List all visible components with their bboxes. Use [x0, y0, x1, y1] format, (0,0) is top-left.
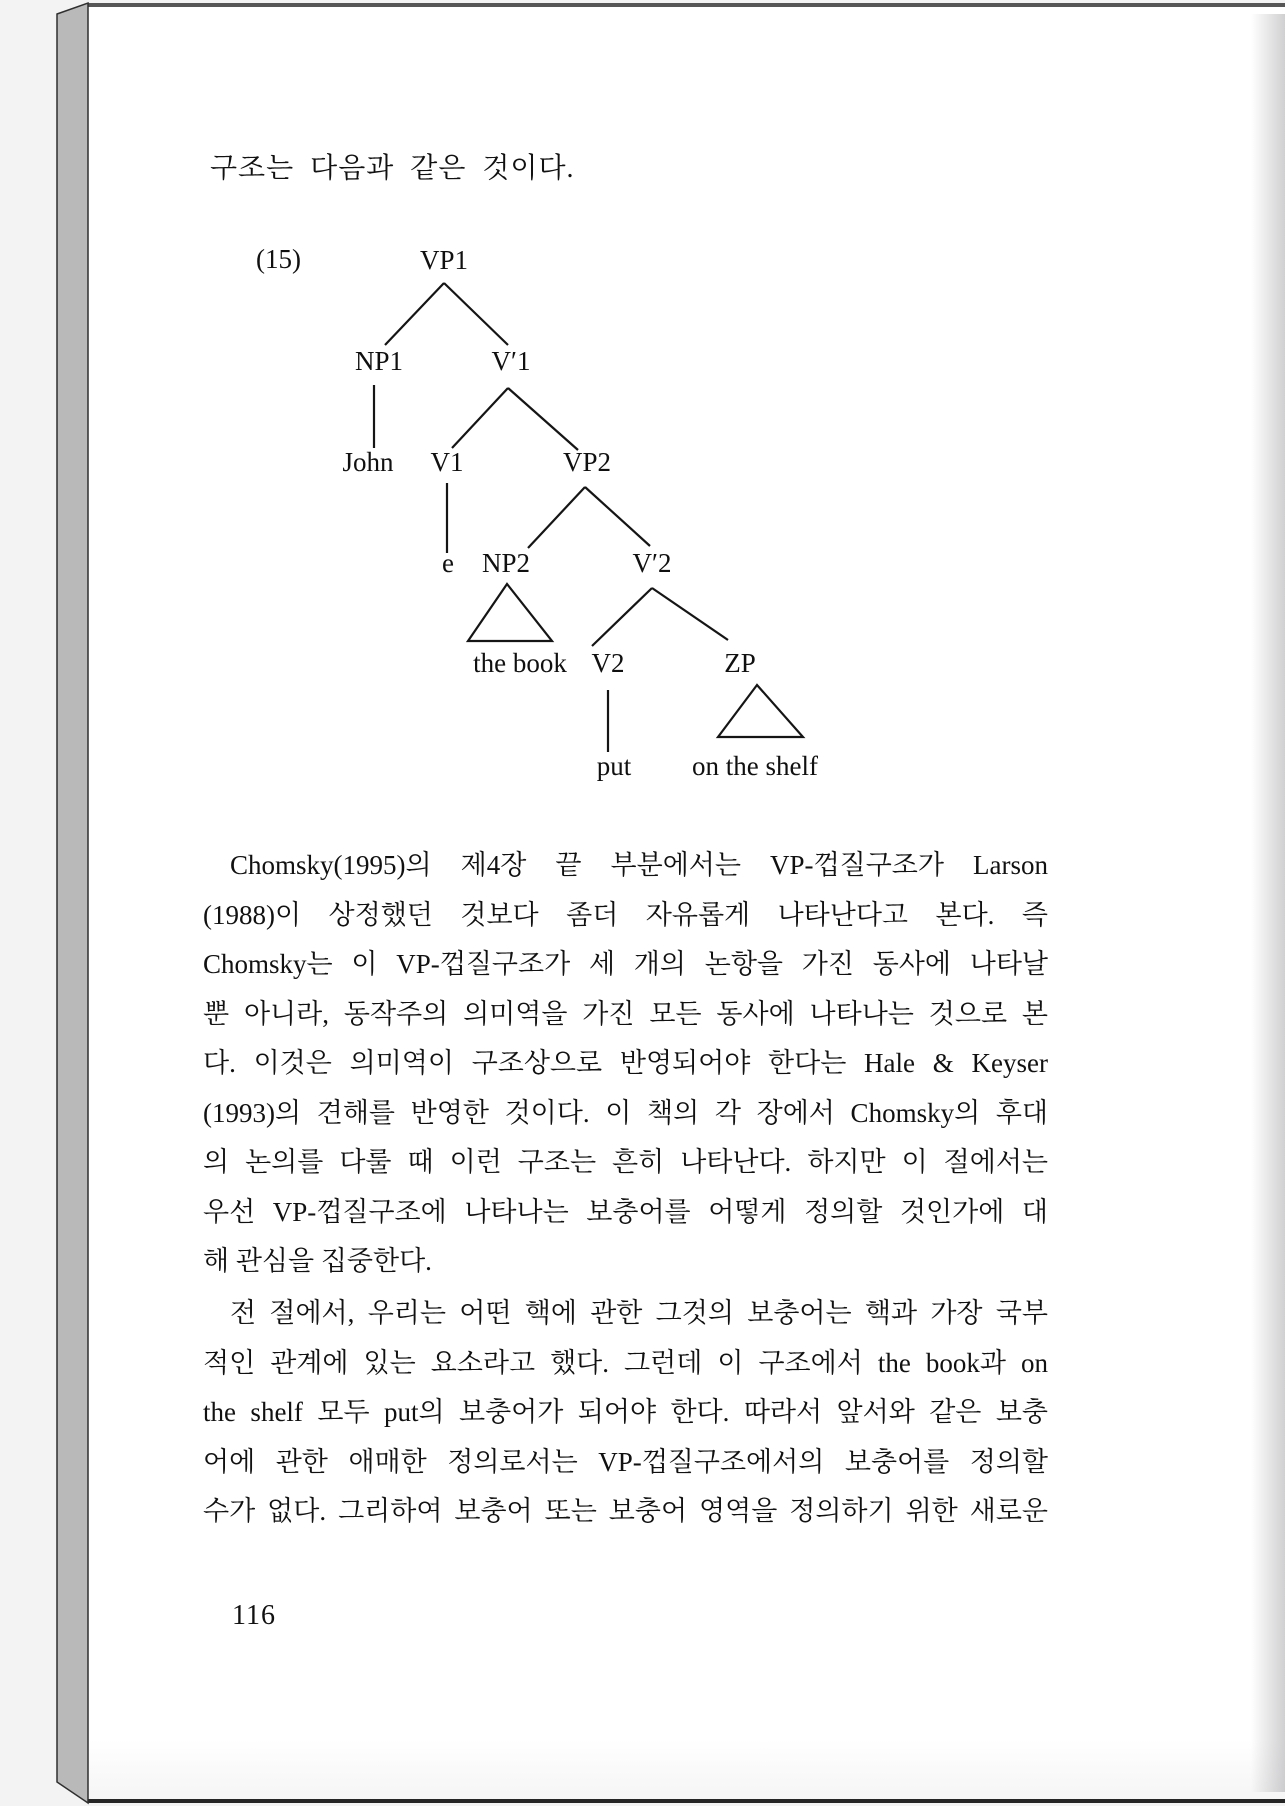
paragraph-2: [203, 1289, 1048, 1537]
tree-leaf-john: John: [342, 447, 394, 477]
intro-sentence: 구조는 다음과 같은 것이다.: [210, 153, 575, 184]
paragraph-line: 우선 VP-껍질구조에 나타나는 보충어를 어떻게 정의할 것인가에 대: [203, 1196, 1048, 1227]
tree-leaf-put: put: [596, 751, 632, 781]
paragraph-line: the shelf 모두 put의 보충어가 되어야 한다. 따라서 앞서와 같은 보충: [203, 1397, 1048, 1427]
paragraph-line: Chomsky는 이 VP-껍질구조가 세 개의 논항을 가진 동사에 나타날: [203, 949, 1048, 979]
tree-node-vbar2: V′2: [632, 548, 672, 578]
example-number: (15): [256, 244, 301, 274]
tree-node-vp1: VP1: [419, 245, 469, 275]
np2-triangle: [468, 584, 552, 641]
tree-branches: [374, 283, 728, 752]
paragraph-line: Chomsky(1995)의 제4장 끝 부분에서는 VP-껍질구조가 Larson: [230, 850, 1048, 880]
paragraph-line: (1988)이 상정했던 것보다 좀더 자유롭게 나타난다고 본다. 즉: [203, 899, 1048, 930]
tree-node-zp: ZP: [724, 648, 756, 678]
tree-node-np1: NP1: [354, 346, 404, 376]
paragraph-line: 수가 없다. 그리하여 보충어 또는 보충어 영역을 정의하기 위한 새로운: [203, 1496, 1048, 1526]
tree-node-np2: NP2: [481, 548, 531, 578]
tree-leaf-on-the-shelf: on the shelf: [692, 751, 818, 781]
tree-node-vbar1: V′1: [491, 346, 531, 376]
paragraph-line: 어에 관한 애매한 정의로서는 VP-껍질구조에서의 보충어를 정의할: [203, 1446, 1048, 1477]
tree-leaf-e: e: [442, 548, 454, 578]
paragraph-line: 뿐 아니라, 동작주의 의미역을 가진 모든 동사에 나타나는 것으로 본: [203, 998, 1048, 1029]
paragraph-line: (1993)의 견해를 반영한 것이다. 이 책의 각 장에서 Chomsky의 후대: [203, 1097, 1048, 1128]
paragraph-line: 해 관심을 집중한다.: [203, 1246, 432, 1276]
page-number: 116: [232, 1600, 276, 1631]
paragraph-1: [203, 841, 1048, 1287]
paragraph-line: 다. 이것은 의미역이 구조상으로 반영되어야 한다는 Hale & Keyser: [203, 1048, 1048, 1078]
tree-node-v2: V2: [591, 648, 625, 678]
paragraph-line: 전 절에서, 우리는 어떤 핵에 관한 그것의 보충어는 핵과 가장 국부: [230, 1298, 1048, 1328]
book-spine-edge: [57, 3, 88, 1803]
tree-leaf-the-book: the book: [473, 648, 567, 678]
zp-triangle: [718, 685, 803, 737]
tree-node-v1: V1: [430, 447, 464, 477]
paragraph-line: 적인 관계에 있는 요소라고 했다. 그런데 이 구조에서 the book과 on: [203, 1347, 1048, 1378]
tree-node-vp2: VP2: [562, 447, 612, 477]
paragraph-line: 의 논의를 다룰 때 이런 구조는 흔히 나타난다. 하지만 이 절에서는: [203, 1147, 1048, 1177]
